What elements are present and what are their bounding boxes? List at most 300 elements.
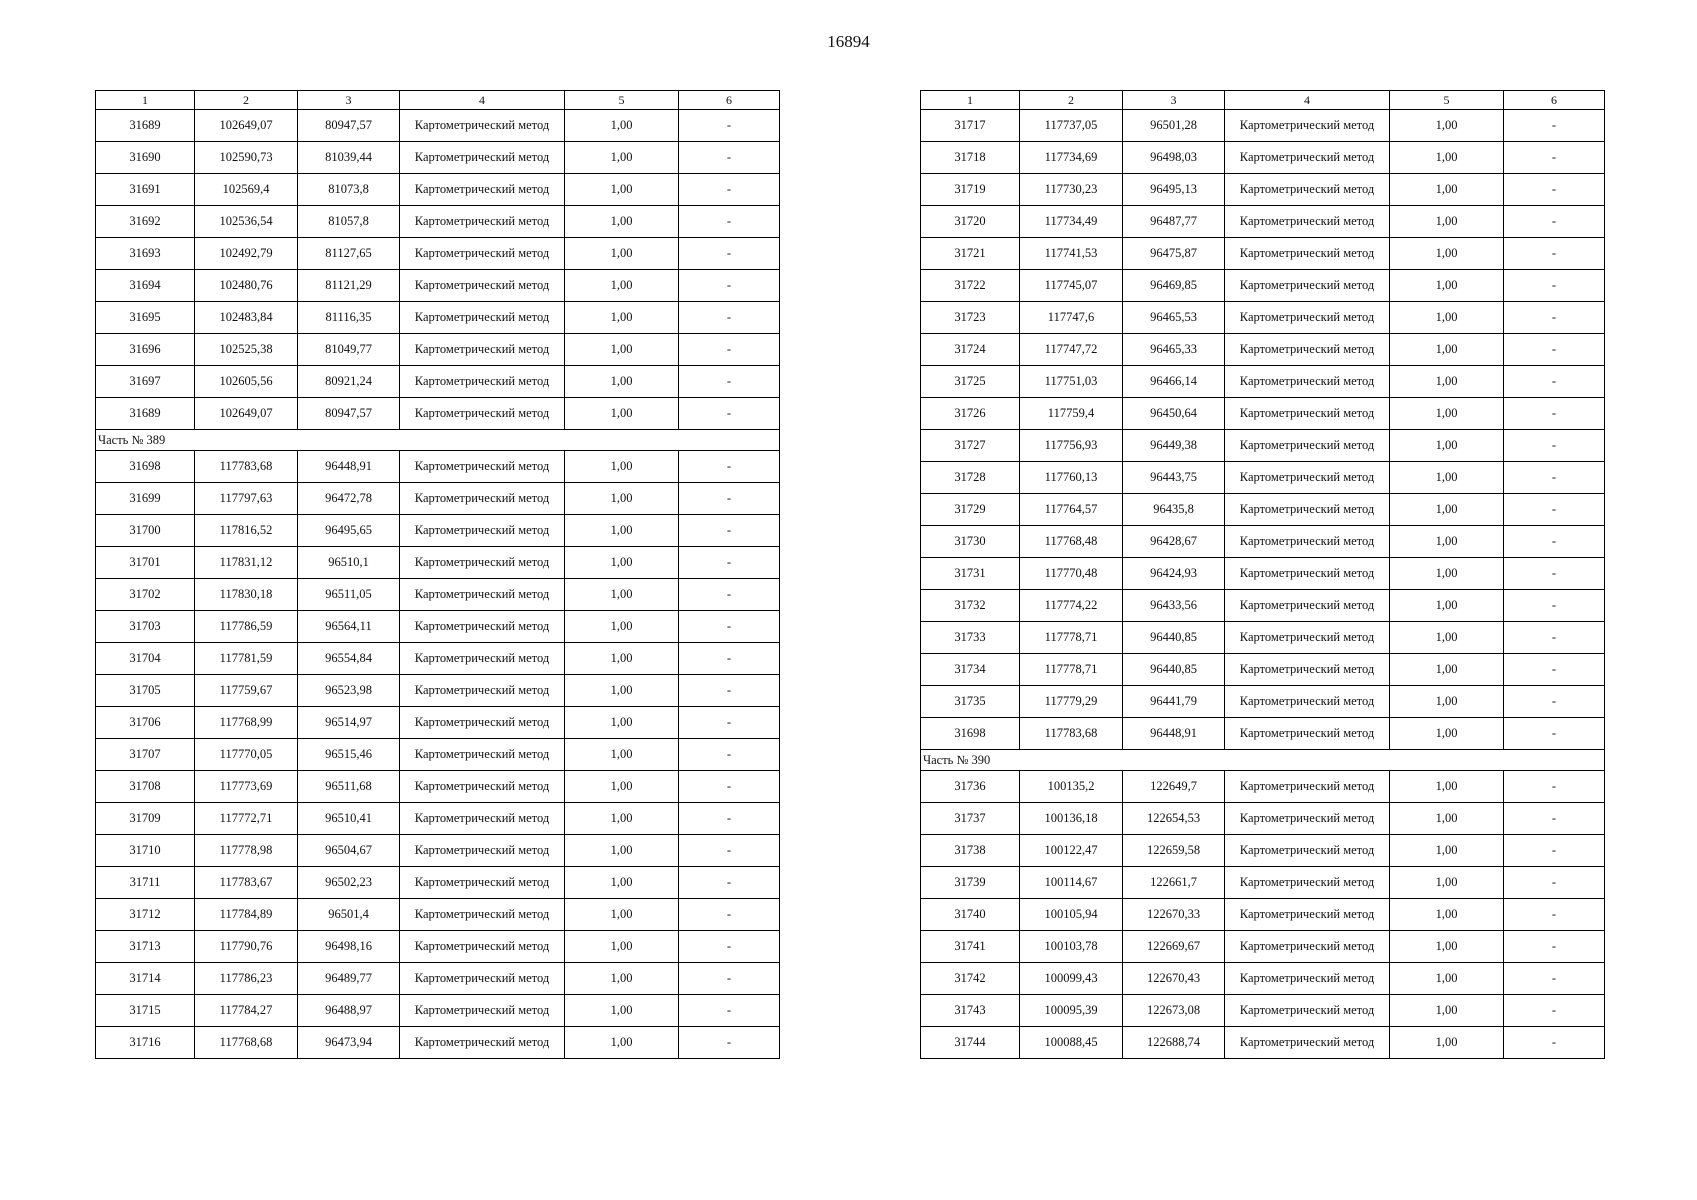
accuracy-cell: 1,00 [565,366,679,398]
accuracy-cell: 1,00 [565,867,679,899]
accuracy-cell: 1,00 [565,803,679,835]
note-cell: - [1504,899,1605,931]
note-cell: - [1504,494,1605,526]
table-header-row [921,91,1605,110]
note-cell: - [1504,302,1605,334]
x-coordinate-cell: 117759,67 [195,675,298,707]
note-cell: - [679,302,780,334]
table-row [921,430,1605,462]
method-cell: Картометрический метод [1225,142,1390,174]
y-coordinate-cell: 96469,85 [1123,270,1225,302]
method-cell: Картометрический метод [1225,366,1390,398]
table-row [96,515,780,547]
y-coordinate-cell: 96501,4 [298,899,400,931]
table-row [96,398,780,430]
point-number-cell: 31717 [921,110,1020,142]
point-number-cell: 31698 [96,451,195,483]
method-cell: Картометрический метод [1225,771,1390,803]
table-row [921,302,1605,334]
accuracy-cell: 1,00 [1390,526,1504,558]
header-cell-3: 3 [1123,91,1225,110]
method-cell: Картометрический метод [1225,899,1390,931]
table-row [921,110,1605,142]
accuracy-cell: 1,00 [1390,867,1504,899]
point-number-cell: 31739 [921,867,1020,899]
accuracy-cell: 1,00 [565,334,679,366]
method-cell: Картометрический метод [1225,494,1390,526]
table-row [96,483,780,515]
table-row [96,899,780,931]
table-row [96,1027,780,1059]
table-row [96,579,780,611]
point-number-cell: 31705 [96,675,195,707]
table-row [921,771,1605,803]
point-number-cell: 31714 [96,963,195,995]
x-coordinate-cell: 102483,84 [195,302,298,334]
point-number-cell: 31712 [96,899,195,931]
x-coordinate-cell: 117734,49 [1020,206,1123,238]
method-cell: Картометрический метод [1225,654,1390,686]
x-coordinate-cell: 102649,07 [195,110,298,142]
y-coordinate-cell: 96487,77 [1123,206,1225,238]
table-row [96,611,780,643]
method-cell: Картометрический метод [1225,995,1390,1027]
note-cell: - [1504,206,1605,238]
point-number-cell: 31690 [96,142,195,174]
header-cell-5: 5 [1390,91,1504,110]
point-number-cell: 31706 [96,707,195,739]
y-coordinate-cell: 80921,24 [298,366,400,398]
x-coordinate-cell: 117745,07 [1020,270,1123,302]
x-coordinate-cell: 117747,72 [1020,334,1123,366]
method-cell: Картометрический метод [400,611,565,643]
note-cell: - [679,707,780,739]
accuracy-cell: 1,00 [1390,142,1504,174]
x-coordinate-cell: 102492,79 [195,238,298,270]
method-cell: Картометрический метод [1225,590,1390,622]
y-coordinate-cell: 96510,41 [298,803,400,835]
y-coordinate-cell: 96504,67 [298,835,400,867]
header-cell-5: 5 [565,91,679,110]
x-coordinate-cell: 117774,22 [1020,590,1123,622]
point-number-cell: 31736 [921,771,1020,803]
note-cell: - [679,739,780,771]
method-cell: Картометрический метод [1225,803,1390,835]
x-coordinate-cell: 117779,29 [1020,686,1123,718]
accuracy-cell: 1,00 [565,675,679,707]
part-heading-row [96,430,780,451]
table-row [921,526,1605,558]
point-number-cell: 31722 [921,270,1020,302]
note-cell: - [1504,963,1605,995]
y-coordinate-cell: 96443,75 [1123,462,1225,494]
y-coordinate-cell: 96511,68 [298,771,400,803]
accuracy-cell: 1,00 [1390,270,1504,302]
accuracy-cell: 1,00 [1390,302,1504,334]
table-row [921,995,1605,1027]
header-cell-2: 2 [1020,91,1123,110]
y-coordinate-cell: 96465,33 [1123,334,1225,366]
x-coordinate-cell: 102605,56 [195,366,298,398]
method-cell: Картометрический метод [1225,110,1390,142]
header-cell-4: 4 [1225,91,1390,110]
x-coordinate-cell: 100105,94 [1020,899,1123,931]
x-coordinate-cell: 100122,47 [1020,835,1123,867]
note-cell: - [679,174,780,206]
method-cell: Картометрический метод [400,142,565,174]
note-cell: - [679,995,780,1027]
table-row [921,835,1605,867]
accuracy-cell: 1,00 [1390,206,1504,238]
note-cell: - [679,142,780,174]
header-cell-4: 4 [400,91,565,110]
note-cell: - [679,451,780,483]
method-cell: Картометрический метод [1225,462,1390,494]
x-coordinate-cell: 102536,54 [195,206,298,238]
method-cell: Картометрический метод [400,739,565,771]
accuracy-cell: 1,00 [565,398,679,430]
point-number-cell: 31733 [921,622,1020,654]
note-cell: - [1504,366,1605,398]
point-number-cell: 31711 [96,867,195,899]
accuracy-cell: 1,00 [565,739,679,771]
method-cell: Картометрический метод [400,995,565,1027]
note-cell: - [1504,174,1605,206]
accuracy-cell: 1,00 [565,835,679,867]
point-number-cell: 31721 [921,238,1020,270]
table-row [96,867,780,899]
x-coordinate-cell: 117756,93 [1020,430,1123,462]
point-number-cell: 31696 [96,334,195,366]
point-number-cell: 31708 [96,771,195,803]
note-cell: - [1504,622,1605,654]
accuracy-cell: 1,00 [565,1027,679,1059]
y-coordinate-cell: 80947,57 [298,110,400,142]
point-number-cell: 31740 [921,899,1020,931]
note-cell: - [1504,718,1605,750]
note-cell: - [679,675,780,707]
accuracy-cell: 1,00 [565,707,679,739]
note-cell: - [679,899,780,931]
table-row [96,206,780,238]
note-cell: - [679,483,780,515]
note-cell: - [679,803,780,835]
y-coordinate-cell: 96449,38 [1123,430,1225,462]
table-row [921,494,1605,526]
point-number-cell: 31741 [921,931,1020,963]
note-cell: - [679,611,780,643]
x-coordinate-cell: 102590,73 [195,142,298,174]
note-cell: - [1504,558,1605,590]
table-row [921,867,1605,899]
accuracy-cell: 1,00 [1390,110,1504,142]
y-coordinate-cell: 96433,56 [1123,590,1225,622]
accuracy-cell: 1,00 [1390,174,1504,206]
note-cell: - [679,867,780,899]
y-coordinate-cell: 96489,77 [298,963,400,995]
table-row [921,1027,1605,1059]
method-cell: Картометрический метод [1225,238,1390,270]
note-cell: - [679,643,780,675]
x-coordinate-cell: 117751,03 [1020,366,1123,398]
y-coordinate-cell: 96450,64 [1123,398,1225,430]
method-cell: Картометрический метод [1225,206,1390,238]
table-row [921,654,1605,686]
accuracy-cell: 1,00 [565,142,679,174]
note-cell: - [1504,110,1605,142]
table-row [921,686,1605,718]
accuracy-cell: 1,00 [565,451,679,483]
y-coordinate-cell: 122669,67 [1123,931,1225,963]
table-row [96,174,780,206]
accuracy-cell: 1,00 [565,483,679,515]
note-cell: - [1504,771,1605,803]
x-coordinate-cell: 117741,53 [1020,238,1123,270]
note-cell: - [1504,654,1605,686]
method-cell: Картометрический метод [1225,398,1390,430]
method-cell: Картометрический метод [400,931,565,963]
x-coordinate-cell: 117783,68 [195,451,298,483]
point-number-cell: 31729 [921,494,1020,526]
note-cell: - [679,579,780,611]
table-row [96,995,780,1027]
x-coordinate-cell: 117830,18 [195,579,298,611]
method-cell: Картометрический метод [400,302,565,334]
method-cell: Картометрический метод [400,963,565,995]
y-coordinate-cell: 96475,87 [1123,238,1225,270]
x-coordinate-cell: 102480,76 [195,270,298,302]
x-coordinate-cell: 117790,76 [195,931,298,963]
table-row [921,462,1605,494]
accuracy-cell: 1,00 [1390,494,1504,526]
point-number-cell: 31710 [96,835,195,867]
table-row [921,558,1605,590]
x-coordinate-cell: 117737,05 [1020,110,1123,142]
y-coordinate-cell: 81049,77 [298,334,400,366]
table-row [96,771,780,803]
header-cell-2: 2 [195,91,298,110]
table-row [96,142,780,174]
table-row [921,963,1605,995]
note-cell: - [679,835,780,867]
note-cell: - [1504,142,1605,174]
x-coordinate-cell: 117784,27 [195,995,298,1027]
note-cell: - [1504,238,1605,270]
accuracy-cell: 1,00 [1390,366,1504,398]
accuracy-cell: 1,00 [1390,558,1504,590]
y-coordinate-cell: 81057,8 [298,206,400,238]
accuracy-cell: 1,00 [1390,686,1504,718]
x-coordinate-cell: 100136,18 [1020,803,1123,835]
point-number-cell: 31728 [921,462,1020,494]
method-cell: Картометрический метод [400,238,565,270]
method-cell: Картометрический метод [400,174,565,206]
y-coordinate-cell: 96472,78 [298,483,400,515]
accuracy-cell: 1,00 [1390,590,1504,622]
point-number-cell: 31702 [96,579,195,611]
note-cell: - [1504,462,1605,494]
point-number-cell: 31693 [96,238,195,270]
accuracy-cell: 1,00 [1390,995,1504,1027]
x-coordinate-cell: 117784,89 [195,899,298,931]
accuracy-cell: 1,00 [1390,622,1504,654]
method-cell: Картометрический метод [400,451,565,483]
method-cell: Картометрический метод [400,366,565,398]
x-coordinate-cell: 117730,23 [1020,174,1123,206]
x-coordinate-cell: 117773,69 [195,771,298,803]
note-cell: - [679,771,780,803]
x-coordinate-cell: 117783,67 [195,867,298,899]
x-coordinate-cell: 117759,4 [1020,398,1123,430]
point-number-cell: 31724 [921,334,1020,366]
x-coordinate-cell: 117786,59 [195,611,298,643]
table-row [96,963,780,995]
method-cell: Картометрический метод [1225,174,1390,206]
x-coordinate-cell: 117734,69 [1020,142,1123,174]
table-row [921,142,1605,174]
point-number-cell: 31704 [96,643,195,675]
coordinates-table-right [920,90,1605,1059]
note-cell: - [1504,334,1605,366]
note-cell: - [679,206,780,238]
part-heading: Часть № 389 [96,430,780,451]
note-cell: - [679,110,780,142]
method-cell: Картометрический метод [1225,430,1390,462]
table-row [96,739,780,771]
method-cell: Картометрический метод [1225,270,1390,302]
point-number-cell: 31742 [921,963,1020,995]
point-number-cell: 31735 [921,686,1020,718]
part-heading-row [921,750,1605,771]
table-row [96,707,780,739]
method-cell: Картометрический метод [400,643,565,675]
point-number-cell: 31713 [96,931,195,963]
point-number-cell: 31715 [96,995,195,1027]
note-cell: - [1504,526,1605,558]
method-cell: Картометрический метод [400,803,565,835]
method-cell: Картометрический метод [400,483,565,515]
x-coordinate-cell: 117768,68 [195,1027,298,1059]
method-cell: Картометрический метод [400,707,565,739]
page-number: 16894 [827,32,870,51]
y-coordinate-cell: 96510,1 [298,547,400,579]
accuracy-cell: 1,00 [1390,803,1504,835]
table-row [96,366,780,398]
y-coordinate-cell: 96495,13 [1123,174,1225,206]
table-row [921,206,1605,238]
accuracy-cell: 1,00 [565,579,679,611]
point-number-cell: 31701 [96,547,195,579]
y-coordinate-cell: 80947,57 [298,398,400,430]
method-cell: Картометрический метод [400,334,565,366]
method-cell: Картометрический метод [400,270,565,302]
y-coordinate-cell: 96473,94 [298,1027,400,1059]
x-coordinate-cell: 117778,98 [195,835,298,867]
x-coordinate-cell: 117772,71 [195,803,298,835]
method-cell: Картометрический метод [1225,835,1390,867]
y-coordinate-cell: 122659,58 [1123,835,1225,867]
method-cell: Картометрический метод [400,515,565,547]
table-row [96,835,780,867]
table-row [921,718,1605,750]
method-cell: Картометрический метод [400,547,565,579]
y-coordinate-cell: 122670,43 [1123,963,1225,995]
accuracy-cell: 1,00 [1390,718,1504,750]
x-coordinate-cell: 117747,6 [1020,302,1123,334]
note-cell: - [679,398,780,430]
note-cell: - [679,515,780,547]
table-row [96,803,780,835]
accuracy-cell: 1,00 [565,547,679,579]
note-cell: - [679,238,780,270]
note-cell: - [1504,398,1605,430]
point-number-cell: 31725 [921,366,1020,398]
method-cell: Картометрический метод [1225,334,1390,366]
note-cell: - [1504,867,1605,899]
note-cell: - [679,334,780,366]
table-row [921,270,1605,302]
y-coordinate-cell: 96498,16 [298,931,400,963]
table-row [96,643,780,675]
point-number-cell: 31698 [921,718,1020,750]
table-row [96,270,780,302]
accuracy-cell: 1,00 [565,611,679,643]
method-cell: Картометрический метод [1225,963,1390,995]
method-cell: Картометрический метод [1225,867,1390,899]
point-number-cell: 31719 [921,174,1020,206]
y-coordinate-cell: 96428,67 [1123,526,1225,558]
method-cell: Картометрический метод [1225,1027,1390,1059]
y-coordinate-cell: 122661,7 [1123,867,1225,899]
method-cell: Картометрический метод [1225,718,1390,750]
table-row [96,547,780,579]
point-number-cell: 31727 [921,430,1020,462]
header-cell-1: 1 [921,91,1020,110]
table-row [921,899,1605,931]
x-coordinate-cell: 117778,71 [1020,622,1123,654]
y-coordinate-cell: 81116,35 [298,302,400,334]
accuracy-cell: 1,00 [1390,462,1504,494]
x-coordinate-cell: 117797,63 [195,483,298,515]
point-number-cell: 31707 [96,739,195,771]
point-number-cell: 31695 [96,302,195,334]
table-row [921,622,1605,654]
y-coordinate-cell: 96448,91 [1123,718,1225,750]
x-coordinate-cell: 100095,39 [1020,995,1123,1027]
accuracy-cell: 1,00 [1390,334,1504,366]
point-number-cell: 31716 [96,1027,195,1059]
header-cell-6: 6 [679,91,780,110]
y-coordinate-cell: 96466,14 [1123,366,1225,398]
accuracy-cell: 1,00 [565,643,679,675]
accuracy-cell: 1,00 [565,302,679,334]
point-number-cell: 31718 [921,142,1020,174]
method-cell: Картометрический метод [400,110,565,142]
x-coordinate-cell: 117764,57 [1020,494,1123,526]
y-coordinate-cell: 81121,29 [298,270,400,302]
y-coordinate-cell: 122649,7 [1123,771,1225,803]
note-cell: - [679,963,780,995]
method-cell: Картометрический метод [400,206,565,238]
accuracy-cell: 1,00 [1390,963,1504,995]
y-coordinate-cell: 96554,84 [298,643,400,675]
table-row [96,334,780,366]
accuracy-cell: 1,00 [1390,835,1504,867]
y-coordinate-cell: 96511,05 [298,579,400,611]
note-cell: - [1504,835,1605,867]
accuracy-cell: 1,00 [565,270,679,302]
y-coordinate-cell: 122654,53 [1123,803,1225,835]
